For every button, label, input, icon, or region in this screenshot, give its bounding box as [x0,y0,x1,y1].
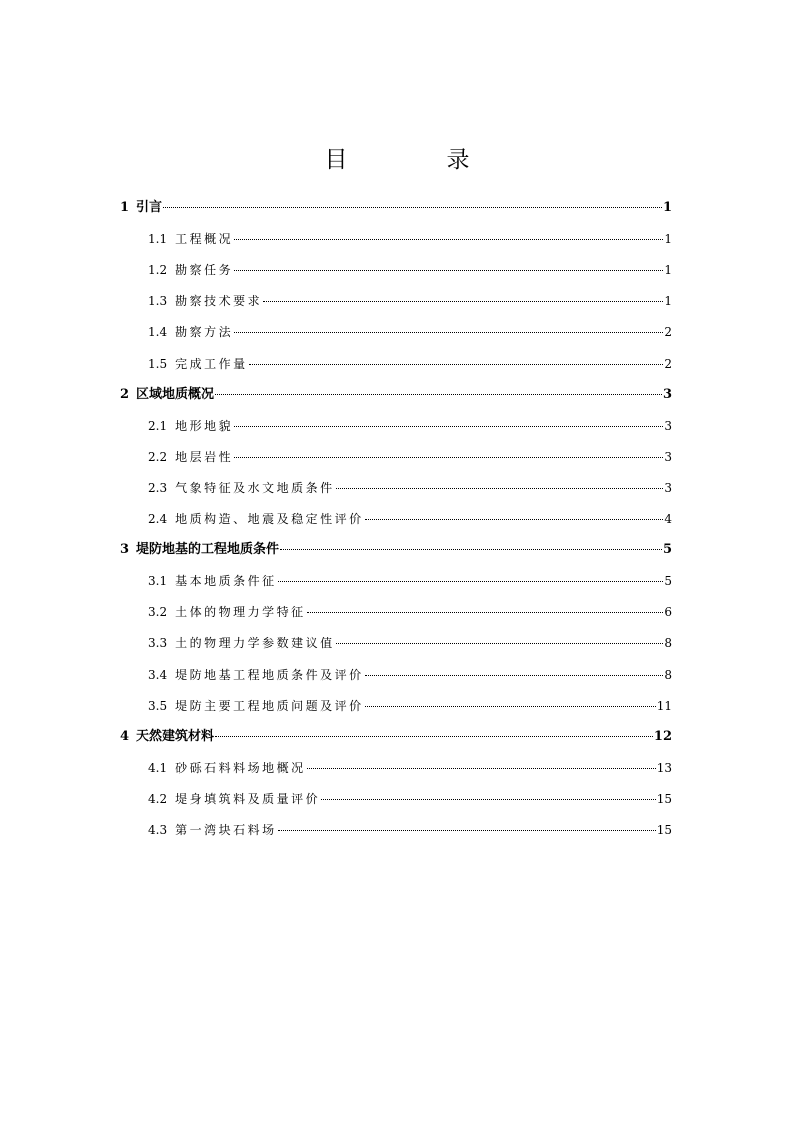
toc-dot-leader [365,675,664,676]
toc-entry-number: 1 [120,200,130,215]
toc-chapter-entry[interactable] [120,199,672,217]
toc-entry-label: 工程概况 [175,232,234,247]
toc-entry-page-number: 2 [664,356,672,371]
toc-entry-number: 2 [120,386,130,402]
toc-dot-leader [307,768,656,769]
toc-entry-label: 地层岩性 [175,449,234,464]
toc-entry-label: 地形地貌 [175,418,234,433]
toc-entry-number: 3 [120,542,130,558]
toc-entry-number: 1.4 [148,325,168,340]
toc-entry-label: 堤防地基工程地质条件及评价 [175,667,364,682]
toc-entry-page-number: 1 [662,200,672,215]
toc-entry-label: 地质构造、地震及稳定性评价 [175,512,364,526]
toc-entry-label: 堤防地基的工程地质条件 [136,542,280,558]
toc-entry-number: 3.3 [148,636,168,651]
toc-entry-number: 3.4 [148,667,168,682]
toc-dot-leader [336,488,664,489]
toc-entry-page-number: 1 [664,263,672,278]
toc-dot-leader [234,239,663,240]
toc-section-entry[interactable] [148,634,672,652]
toc-section-entry[interactable] [148,572,672,590]
toc-entry-page-number: 4 [664,512,672,526]
toc-entry-label: 第一湾块石料场 [175,823,277,837]
toc-entry-page-number: 15 [656,791,672,806]
toc-entry-label: 砂砾石料料场地概况 [175,760,306,775]
toc-entry-page-number: 3 [664,418,672,433]
toc-dot-leader [307,612,664,613]
toc-entry-page-number: 6 [664,605,672,620]
toc-entry-label: 土体的物理力学特征 [175,605,306,620]
toc-section-entry[interactable] [148,292,672,310]
toc-entry-label: 堤防主要工程地质问题及评价 [175,698,364,713]
toc-entry-page-number: 1 [664,294,672,309]
toc-entry-label: 天然建筑材料 [136,728,215,744]
toc-section-entry[interactable] [148,448,672,466]
toc-entry-label: 基本地质条件征 [175,574,277,589]
toc-entry-label: 引言 [136,200,163,215]
toc-entry-page-number: 8 [664,636,672,651]
toc-entry-number: 1.2 [148,263,168,278]
toc-entry-number: 2.2 [148,449,168,464]
toc-chapter-entry[interactable] [120,728,672,746]
toc-entry-page-number: 3 [662,386,672,402]
toc-dot-leader [365,706,656,707]
toc-entry-label: 堤身填筑料及质量评价 [175,791,321,806]
toc-section-entry[interactable] [148,355,672,373]
toc-dot-leader [321,799,656,800]
toc-section-entry[interactable] [148,510,672,528]
toc-entry-label: 完成工作量 [175,356,248,371]
toc-entry-label: 土的物理力学参数建议值 [175,636,335,651]
toc-section-entry[interactable] [148,697,672,715]
toc-entry-number: 2.4 [148,512,168,526]
toc-entry-page-number: 13 [656,760,672,775]
toc-dot-leader [278,581,664,582]
toc-section-entry[interactable] [148,666,672,684]
toc-dot-leader [234,457,663,458]
toc-entry-label: 气象特征及水文地质条件 [175,480,335,495]
toc-chapter-entry[interactable] [120,386,672,404]
toc-entry-number: 4.3 [148,823,168,837]
toc-title: 目 录 [324,147,508,173]
toc-dot-leader [249,364,664,365]
toc-dot-leader [280,549,662,550]
toc-dot-leader [365,519,664,520]
toc-section-entry[interactable] [148,821,672,839]
toc-entry-page-number: 12 [653,728,672,744]
toc-entry-number: 1.5 [148,356,168,371]
toc-dot-leader [278,830,656,831]
toc-entry-page-number: 8 [664,667,672,682]
toc-section-entry[interactable] [148,759,672,777]
toc-entry-label: 区域地质概况 [136,386,215,402]
toc-entry-page-number: 5 [664,574,672,589]
toc-section-entry[interactable] [148,417,672,435]
toc-entry-page-number: 5 [662,542,672,558]
toc-dot-leader [215,394,662,395]
toc-entry-number: 1.3 [148,294,168,309]
toc-entry-label: 勘察方法 [175,325,234,340]
toc-dot-leader [263,301,663,302]
toc-section-entry[interactable] [148,323,672,341]
toc-chapter-entry[interactable] [120,541,672,559]
toc-dot-leader [163,207,662,208]
toc-entry-number: 4 [120,728,130,744]
toc-section-entry[interactable] [148,230,672,248]
toc-entry-number: 3.2 [148,605,168,620]
toc-section-entry[interactable] [148,261,672,279]
toc-entry-page-number: 11 [656,698,672,713]
toc-dot-leader [336,643,664,644]
toc-section-entry[interactable] [148,479,672,497]
toc-entry-page-number: 1 [664,232,672,247]
toc-entry-number: 1.1 [148,232,168,247]
toc-section-entry[interactable] [148,603,672,621]
toc-entry-page-number: 2 [664,325,672,340]
toc-entry-number: 2.3 [148,480,168,495]
toc-entry-page-number: 3 [664,449,672,464]
toc-dot-leader [234,426,663,427]
toc-entry-number: 2.1 [148,418,168,433]
toc-dot-leader [234,332,663,333]
toc-entry-number: 3.1 [148,574,168,589]
toc-entry-number: 3.5 [148,698,168,713]
toc-entry-page-number: 3 [664,480,672,495]
toc-entry-number: 4.2 [148,791,168,806]
toc-entry-label: 勘察任务 [175,263,234,278]
toc-section-entry[interactable] [148,790,672,808]
toc-dot-leader [234,270,663,271]
toc-entry-number: 4.1 [148,760,168,775]
toc-entry-page-number: 15 [656,823,672,837]
toc-entry-label: 勘察技术要求 [175,294,263,309]
toc-dot-leader [215,736,653,737]
